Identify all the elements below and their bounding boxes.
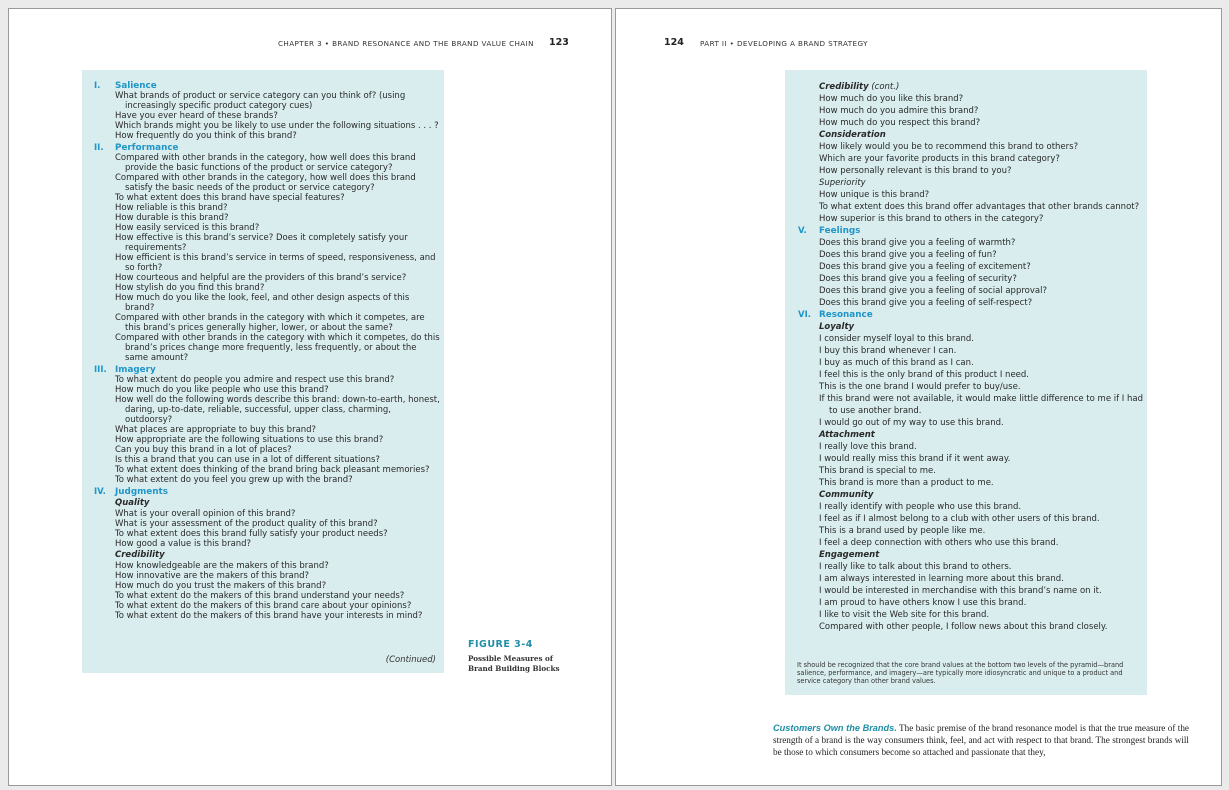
continued-label: (Continued) (385, 655, 436, 665)
question-item: Does this brand give you a feeling of self-respect? (819, 298, 1033, 308)
subheading (819, 81, 1144, 93)
question-item: To what extent does this brand have special features? (115, 193, 345, 203)
section-title: Resonance (819, 310, 873, 320)
question-item: This is the one brand I would prefer to buy/use. (819, 382, 1021, 392)
section-heading (94, 365, 440, 375)
box-note: It should be recognized that the core brand values at the bottom two levels of the pyramid—brand salience, performance, and imagery—are typically more idiosyncratic and unique to a product and service category than other brand values. (797, 661, 1124, 685)
subheading (819, 549, 1144, 561)
question-item: I really identify with people who use this brand. (819, 502, 1022, 512)
subheading (115, 549, 440, 561)
subheading-suffix: (cont.) (868, 82, 900, 92)
figure-caption: Possible Measures of Brand Building Blocks (468, 654, 560, 673)
question-item: If this brand were not available, it would make little difference to me if I had to use another brand. (819, 394, 1144, 416)
question-item: Does this brand give you a feeling of social approval? (819, 286, 1047, 296)
question-item: How efficient is this brand’s service in terms of speed, responsiveness, and so forth? (115, 253, 436, 273)
question-item: What is your assessment of the product quality of this brand? (115, 519, 378, 529)
measures-box-right (785, 70, 1147, 695)
subheading-text: Credibility (115, 550, 165, 560)
section-title: Salience (115, 81, 157, 91)
question-item: To what extent do the makers of this brand care about your opinions? (115, 601, 412, 611)
question-item: How courteous and helpful are the providers of this brand’s service? (115, 273, 407, 283)
question-item: How personally relevant is this brand to you? (819, 166, 1012, 176)
question-item: I consider myself loyal to this brand. (819, 334, 975, 344)
section-heading (94, 143, 440, 153)
subheading (819, 429, 1144, 441)
subheading (819, 177, 1144, 189)
question-item: Compared with other brands in the category, how well does this brand provide the basic functions of the product or service category? (115, 153, 416, 173)
question-item: Compared with other brands in the category with which it competes, are this brand’s prices generally higher, lower, or about the same? (115, 313, 425, 333)
question-item: Have you ever heard of these brands? (115, 111, 278, 121)
question-item: How reliable is this brand? (115, 203, 228, 213)
figure-label: FIGURE 3-4 (468, 639, 533, 650)
running-head-right: PART II • DEVELOPING A BRAND STRATEGY (700, 39, 868, 48)
question-item: Does this brand give you a feeling of warmth? (819, 238, 1016, 248)
section-title: Judgments (115, 487, 168, 497)
question-item: I am proud to have others know I use this brand. (819, 598, 1027, 608)
question-item: How unique is this brand? (819, 190, 930, 200)
question-item: Can you buy this brand in a lot of places? (115, 445, 292, 455)
subheading (115, 497, 440, 509)
section-number: V. (798, 226, 807, 236)
question-item: How appropriate are the following situations to use this brand? (115, 435, 384, 445)
paragraph-text: The basic premise of the brand resonance model is that the true measure of the strength of a brand is the way consumers think, feel, and act with respect to that brand. The strongest brands will be those to which consumers become so attached and passionate that they, (773, 723, 1190, 757)
question-item: Is this a brand that you can use in a lot of different situations? (115, 455, 380, 465)
question-item: What places are appropriate to buy this brand? (115, 425, 317, 435)
question-item: To what extent does this brand fully satisfy your product needs? (115, 529, 388, 539)
question-item: I feel this is the only brand of this product I need. (819, 370, 1029, 380)
question-item: How well do the following words describe this brand: down-to-earth, honest, daring, up-to-date, reliable, successful, upper class, charming, outdoorsy? (115, 395, 440, 425)
section-number: III. (94, 365, 107, 375)
question-item: To what extent do the makers of this brand understand your needs? (115, 591, 405, 601)
question-item: To what extent do you feel you grew up with the brand? (115, 475, 353, 485)
subheading (819, 129, 1144, 141)
section-number: VI. (798, 310, 811, 320)
subheading-text: Community (819, 490, 874, 500)
question-item: I buy this brand whenever I can. (819, 346, 957, 356)
question-item: Compared with other people, I follow news about this brand closely. (819, 622, 1108, 632)
measures-list-left (94, 81, 440, 621)
question-item: Does this brand give you a feeling of fun? (819, 250, 997, 260)
question-item: How likely would you be to recommend this brand to others? (819, 142, 1079, 152)
question-item: Which brands might you be likely to use under the following situations . . . ? (115, 121, 439, 131)
subheading-text: Loyalty (819, 322, 855, 332)
section-title: Feelings (819, 226, 861, 236)
question-item: What brands of product or service category can you think of? (using increasingly specific product category cues) (115, 91, 406, 111)
question-item: I feel a deep connection with others who use this brand. (819, 538, 1059, 548)
running-head-left: CHAPTER 3 • BRAND RESONANCE AND THE BRAND VALUE CHAIN (278, 39, 534, 48)
right-page (615, 8, 1222, 786)
question-item: Does this brand give you a feeling of excitement? (819, 262, 1031, 272)
question-item: How innovative are the makers of this brand? (115, 571, 310, 581)
page-number-right: 124 (664, 37, 684, 48)
subheading-text: Attachment (819, 430, 875, 440)
question-item: How stylish do you find this brand? (115, 283, 265, 293)
question-item: How frequently do you think of this brand? (115, 131, 297, 141)
question-item: Compared with other brands in the category, how well does this brand satisfy the basic needs of the product or service category? (115, 173, 416, 193)
section-number: II. (94, 143, 104, 153)
question-item: I really like to talk about this brand to others. (819, 562, 1012, 572)
section-title: Performance (115, 143, 179, 153)
question-item: How much do you admire this brand? (819, 106, 979, 116)
question-item: How superior is this brand to others in the category? (819, 214, 1044, 224)
subheading-text: Quality (115, 498, 150, 508)
question-item: I buy as much of this brand as I can. (819, 358, 974, 368)
question-item: To what extent does thinking of the brand bring back pleasant memories? (115, 465, 430, 475)
section-number: IV. (94, 487, 106, 497)
question-item: To what extent do the makers of this brand have your interests in mind? (115, 611, 423, 621)
subheading (819, 489, 1144, 501)
question-item: Which are your favorite products in this brand category? (819, 154, 1060, 164)
left-page (8, 8, 612, 786)
section-heading (94, 81, 440, 91)
question-item: To what extent does this brand offer advantages that other brands cannot? (819, 202, 1140, 212)
question-item: Compared with other brands in the category with which it competes, do this brand’s prices change more frequently, less frequently, or about the same amount? (115, 333, 440, 363)
question-item: This brand is more than a product to me. (819, 478, 994, 488)
question-item: I really love this brand. (819, 442, 917, 452)
question-item: How much do you like people who use this brand? (115, 385, 329, 395)
subheading-text: Consideration (819, 130, 886, 140)
question-item: To what extent do people you admire and respect use this brand? (115, 375, 395, 385)
measures-box-left (82, 70, 444, 673)
subheading-text: Credibility (819, 82, 869, 92)
section-heading (798, 309, 1144, 321)
question-item: I feel as if I almost belong to a club with other users of this brand. (819, 514, 1100, 524)
subheading-text: Superiority (819, 178, 866, 188)
question-item: How durable is this brand? (115, 213, 229, 223)
page-number-left: 123 (549, 37, 569, 48)
question-item: How much do you respect this brand? (819, 118, 981, 128)
question-item: How knowledgeable are the makers of this brand? (115, 561, 329, 571)
section-title: Imagery (115, 365, 156, 375)
section-heading (798, 225, 1144, 237)
body-paragraph (773, 722, 1189, 758)
subheading-text: Engagement (819, 550, 880, 560)
question-item: This is a brand used by people like me. (819, 526, 986, 536)
question-item: How much do you like this brand? (819, 94, 964, 104)
question-item: Does this brand give you a feeling of security? (819, 274, 1017, 284)
measures-list-right (798, 81, 1144, 633)
question-item: I would be interested in merchandise with this brand’s name on it. (819, 586, 1102, 596)
question-item: I am always interested in learning more about this brand. (819, 574, 1064, 584)
question-item: What is your overall opinion of this brand? (115, 509, 296, 519)
question-item: How much do you trust the makers of this brand? (115, 581, 327, 591)
question-item: How much do you like the look, feel, and other design aspects of this brand? (115, 293, 410, 313)
question-item: This brand is special to me. (819, 466, 936, 476)
question-item: I would go out of my way to use this brand. (819, 418, 1004, 428)
question-item: I would really miss this brand if it went away. (819, 454, 1011, 464)
question-item: I like to visit the Web site for this brand. (819, 610, 990, 620)
question-item: How easily serviced is this brand? (115, 223, 260, 233)
section-number: I. (94, 81, 101, 91)
subheading (819, 321, 1144, 333)
question-item: How good a value is this brand? (115, 539, 252, 549)
question-item: How effective is this brand’s service? Does it completely satisfy your requirements? (115, 233, 408, 253)
section-heading (94, 487, 440, 497)
paragraph-heading: Customers Own the Brands. (773, 723, 897, 733)
